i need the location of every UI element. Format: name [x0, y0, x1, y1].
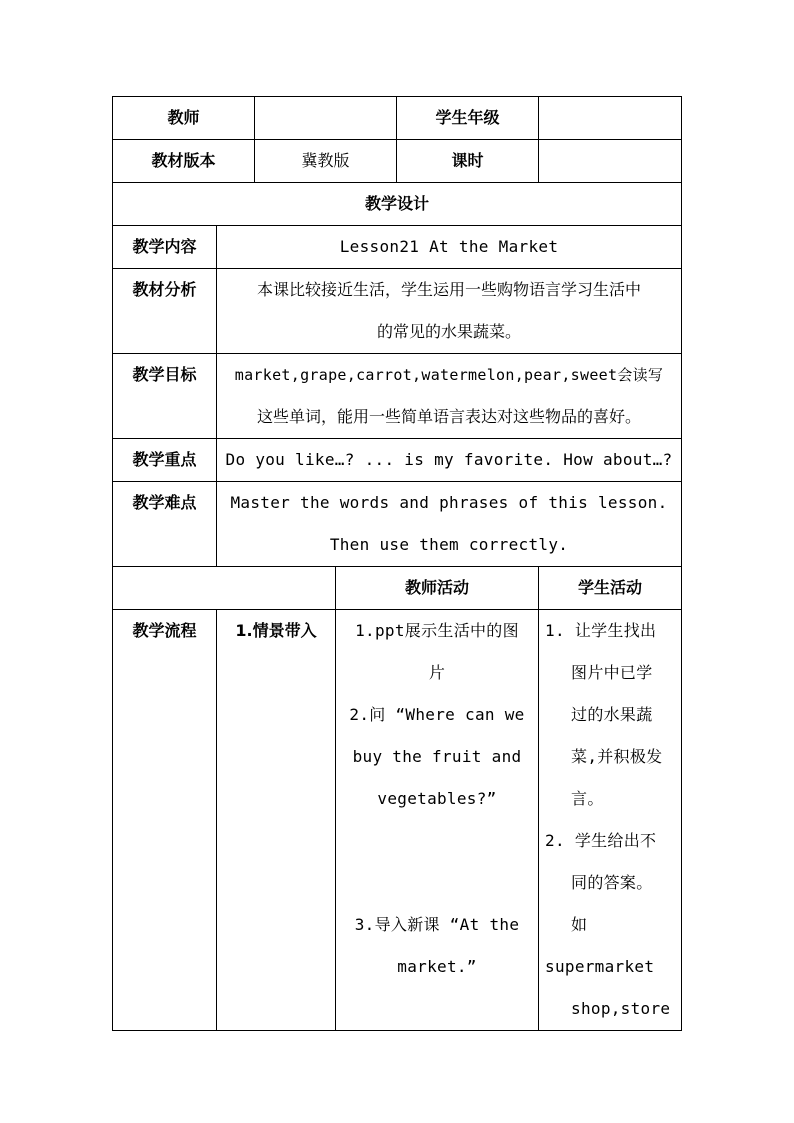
- teacher-value: [255, 97, 397, 140]
- table-row: [113, 610, 682, 1031]
- process-step: 1.情景带入: [217, 610, 336, 1031]
- goal-value: [217, 354, 682, 439]
- content-value: Lesson21 At the Market: [217, 226, 682, 269]
- difficulty-label: 教学难点: [113, 482, 217, 567]
- difficulty-line-2: Then use them correctly.: [329, 535, 569, 554]
- goal-line-2: 这些单词，能用一些简单语言表达对这些物品的喜好。: [257, 407, 642, 426]
- spacer: [340, 988, 534, 1030]
- student-activity-line: 同的答案。: [571, 873, 653, 892]
- difficulty-line-1: Master the words and phrases of this lesson.: [230, 493, 668, 512]
- student-activity-line: 让学生找出: [574, 621, 657, 640]
- student-activity-header: 学生活动: [539, 567, 682, 610]
- grade-value: [539, 97, 682, 140]
- table-row: [113, 354, 682, 439]
- student-activity-line: 学生给出不: [574, 831, 657, 850]
- table-row: [113, 482, 682, 567]
- period-label: 课时: [397, 140, 539, 183]
- student-activity-item-1: [545, 610, 675, 652]
- teacher-activity: [336, 610, 539, 1031]
- teacher-activity-line-6: 3.导入新课 “At the: [354, 915, 520, 934]
- student-activity-line: supermarket: [545, 957, 655, 976]
- analysis-line-1: 本课比较接近生活，学生运用一些购物语言学习生活中: [257, 280, 642, 299]
- analysis-value: [217, 269, 682, 354]
- key-point-value: Do you like…? ... is my favorite. How about…?: [217, 439, 682, 482]
- item-number: 1.: [545, 621, 565, 640]
- table-row: [113, 97, 682, 140]
- teacher-activity-line-7: market.”: [397, 957, 477, 976]
- analysis-label: 教材分析: [113, 269, 217, 354]
- goal-label: 教学目标: [113, 354, 217, 439]
- teacher-label: 教师: [113, 97, 255, 140]
- table-row: [113, 269, 682, 354]
- difficulty-value: [217, 482, 682, 567]
- table-row: [113, 439, 682, 482]
- design-title: 教学设计: [113, 183, 682, 226]
- table-row: [113, 140, 682, 183]
- student-activity-line: 言。: [571, 789, 604, 808]
- student-activity: [539, 610, 682, 1031]
- spacer: [340, 820, 534, 862]
- student-activity-line: 过的水果蔬: [571, 705, 653, 724]
- teacher-activity-line-1: 1.ppt展示生活中的图: [355, 621, 519, 640]
- activity-header-blank: [113, 567, 336, 610]
- teacher-activity-line-5: vegetables?”: [377, 789, 497, 808]
- period-value: [539, 140, 682, 183]
- item-number: 2.: [545, 831, 565, 850]
- goal-line-1: market,grape,carrot,watermelon,pear,sweet会读写: [234, 366, 664, 384]
- process-label: 教学流程: [113, 610, 217, 1031]
- student-activity-line: 菜,并积极发: [571, 747, 663, 766]
- student-activity-line: 如: [571, 915, 588, 934]
- table-row: [113, 183, 682, 226]
- teacher-activity-header: 教师活动: [336, 567, 539, 610]
- table-row: [113, 226, 682, 269]
- key-point-label: 教学重点: [113, 439, 217, 482]
- edition-label: 教材版本: [113, 140, 255, 183]
- student-activity-item-2: [545, 820, 675, 862]
- analysis-line-2: 的常见的水果蔬菜。: [377, 322, 522, 341]
- lesson-plan-table: [112, 96, 682, 1031]
- teacher-activity-line-4: buy the fruit and: [352, 747, 522, 766]
- teacher-activity-line-2: 片: [428, 663, 446, 682]
- grade-label: 学生年级: [397, 97, 539, 140]
- student-activity-line: 图片中已学: [571, 663, 653, 682]
- teacher-activity-line-3: 2.问 “Where can we: [349, 705, 525, 724]
- student-activity-line: shop,store: [571, 999, 671, 1018]
- edition-value: 冀教版: [255, 140, 397, 183]
- table-row: [113, 567, 682, 610]
- spacer: [340, 862, 534, 904]
- content-label: 教学内容: [113, 226, 217, 269]
